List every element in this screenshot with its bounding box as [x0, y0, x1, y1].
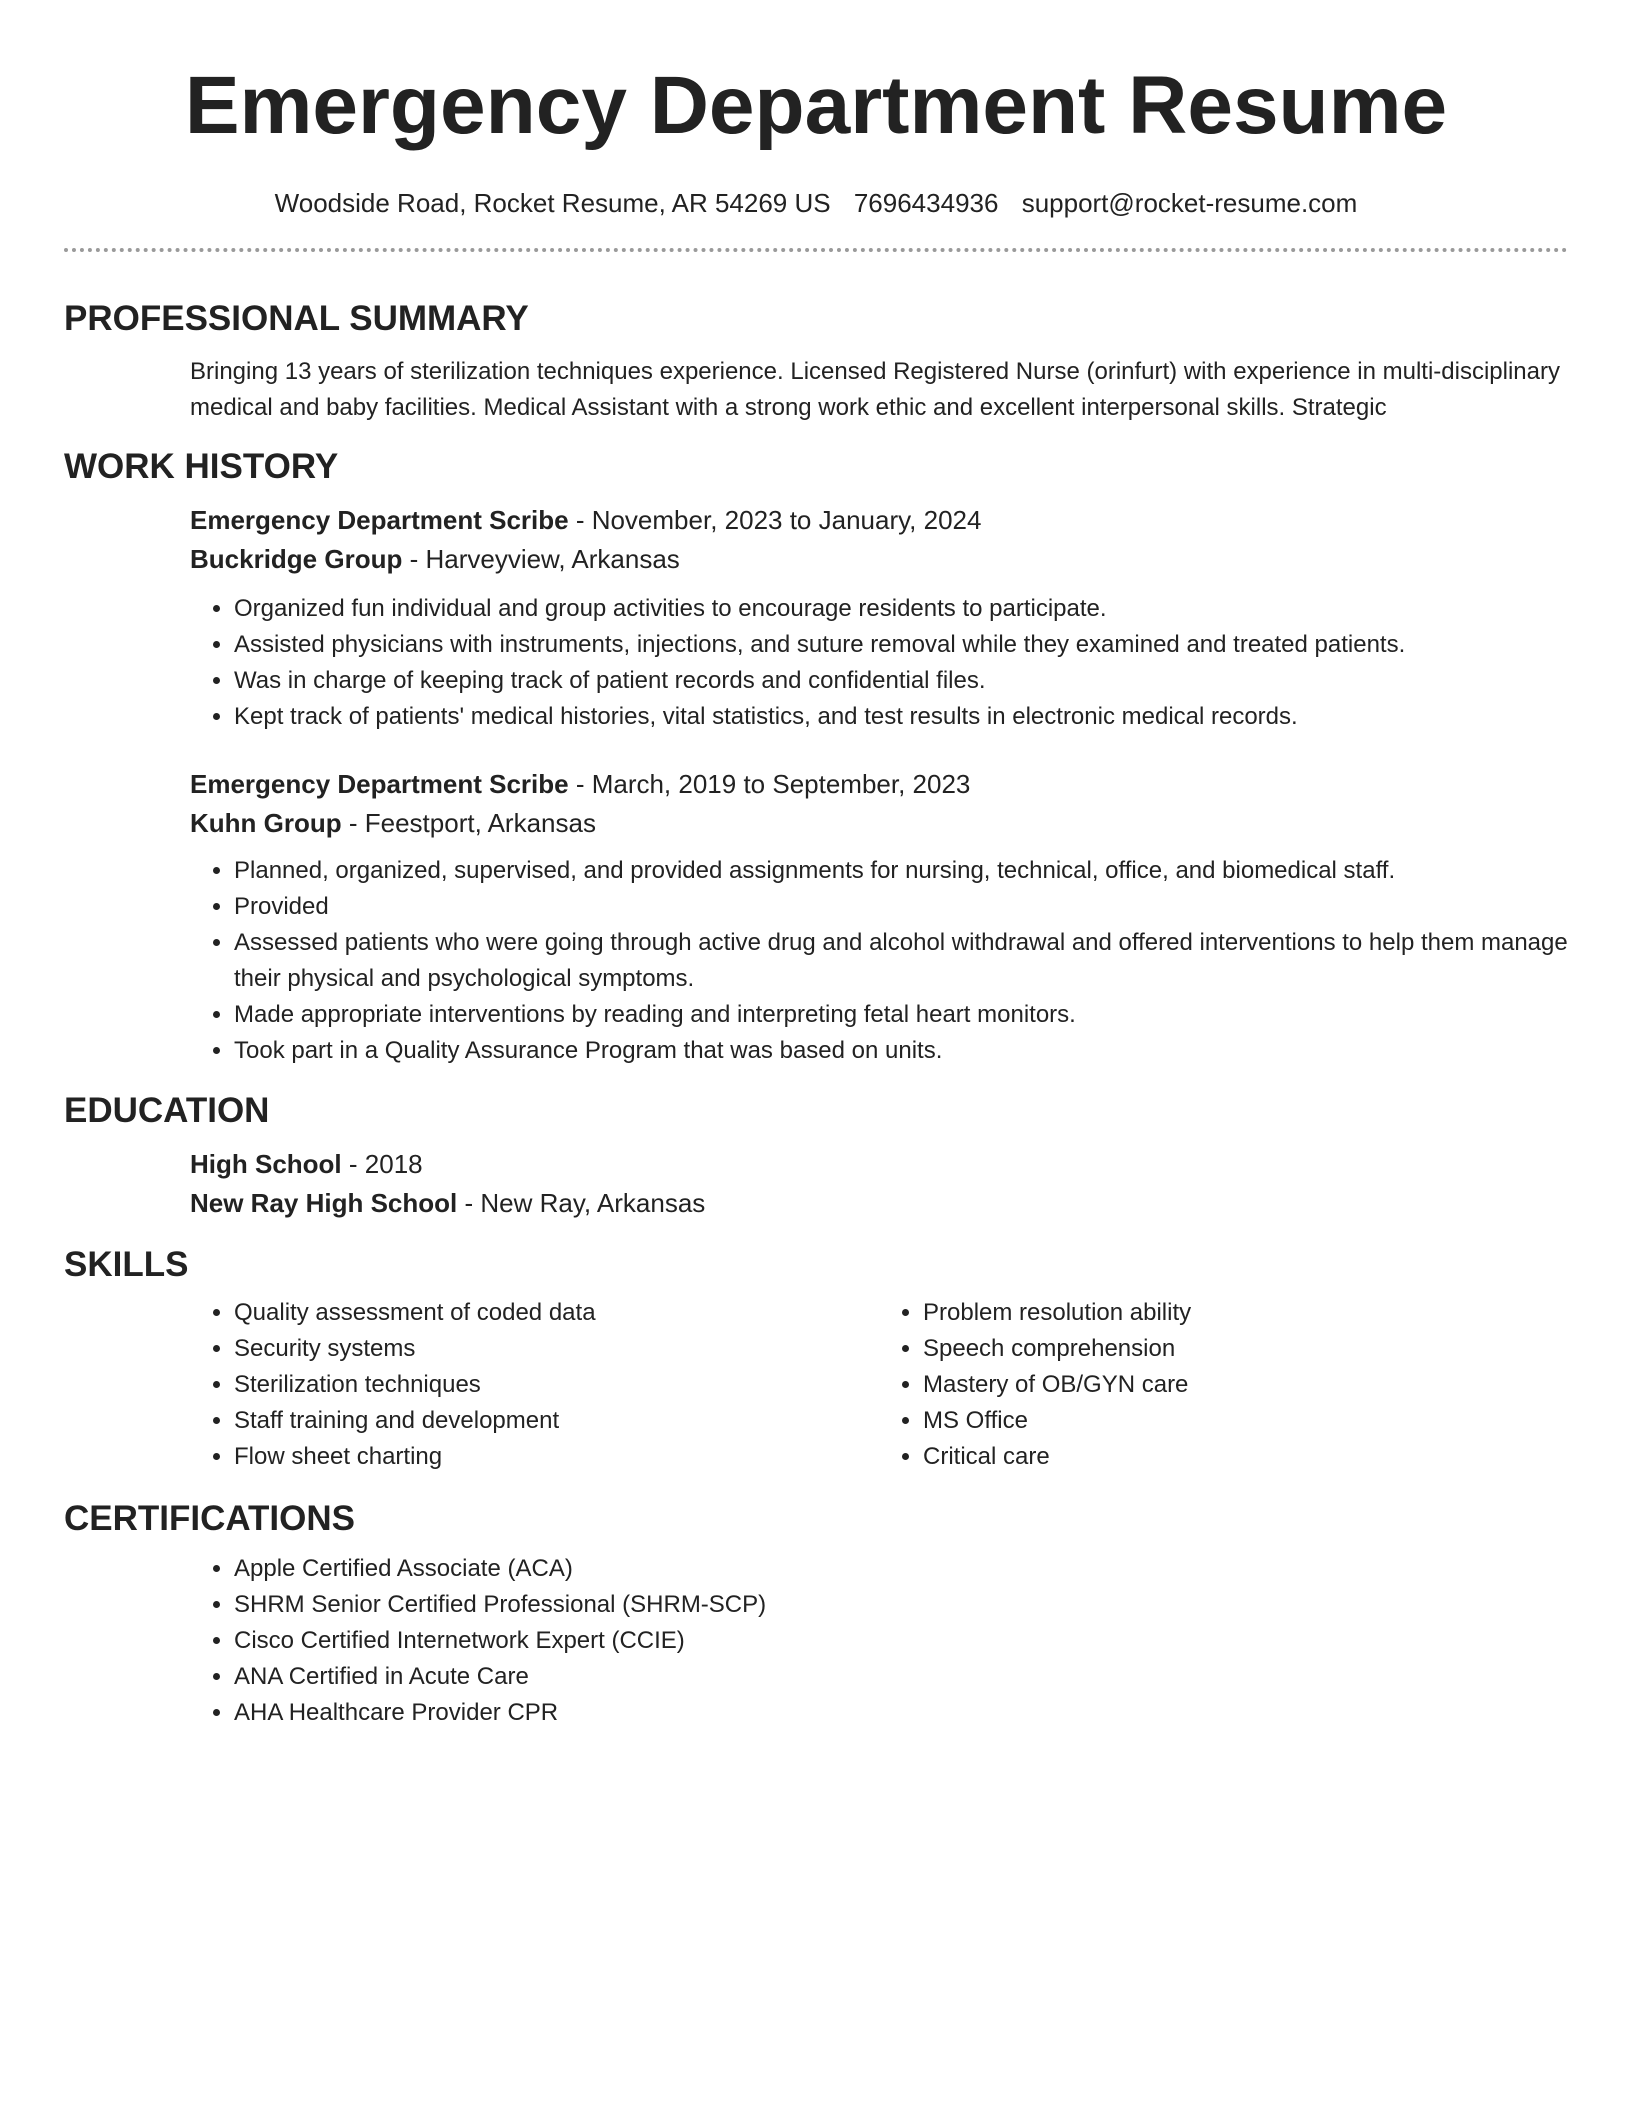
job-location: - Feestport, Arkansas — [341, 808, 596, 838]
education-location: - New Ray, Arkansas — [457, 1188, 706, 1218]
summary-text: Bringing 13 years of sterilization techniques experience. Licensed Registered Nurse (orinfurt) with experience in multi-disciplinary medical and baby facilities. Medical Assistant with a strong work ethic and excellent interpersonal skills. Strategic — [190, 358, 1560, 421]
certifications-section — [190, 1551, 1568, 1731]
list-item: • Assisted physicians with instruments, injections, and suture removal while they examined and treated patients. — [234, 627, 1568, 663]
job-company: Buckridge Group — [190, 544, 403, 574]
job-dates: - March, 2019 to September, 2023 — [568, 769, 971, 799]
list-item: • Security systems — [234, 1331, 879, 1367]
skills-list-left — [190, 1295, 879, 1475]
list-item: • Critical care — [923, 1439, 1568, 1475]
job-location: - Harveyview, Arkansas — [402, 544, 680, 574]
skills-list-right — [879, 1295, 1568, 1475]
skills-section — [190, 1295, 1568, 1475]
education-school: New Ray High School — [190, 1188, 458, 1218]
list-item: • Provided — [234, 889, 1568, 925]
list-item: • Assessed patients who were going through active drug and alcohol withdrawal and offered interventions to help them manage their physical and psychological symptoms. — [234, 925, 1568, 997]
job-entry — [190, 501, 1568, 735]
contact-address: Woodside Road, Rocket Resume, AR 54269 US — [274, 188, 831, 218]
certifications-heading: CERTIFICATIONS — [64, 1499, 356, 1538]
list-item: • Mastery of OB/GYN care — [923, 1367, 1568, 1403]
list-item: • ANA Certified in Acute Care — [234, 1659, 1568, 1695]
education-degree: High School — [190, 1149, 342, 1179]
contact-phone: 7696434936 — [853, 188, 999, 218]
education-heading: EDUCATION — [64, 1091, 270, 1130]
resume-title: Emergency Department Resume — [184, 60, 1448, 151]
skills-heading: SKILLS — [64, 1245, 189, 1284]
job-bullets — [190, 591, 1568, 735]
list-item: • Problem resolution ability — [923, 1295, 1568, 1331]
contact-email: support@rocket-resume.com — [1021, 188, 1358, 218]
list-item: • Kept track of patients' medical histories, vital statistics, and test results in electronic medical records. — [234, 699, 1568, 735]
job-title: Emergency Department Scribe — [190, 769, 569, 799]
list-item: • Planned, organized, supervised, and provided assignments for nursing, technical, office, and biomedical staff. — [234, 853, 1568, 889]
work-history-section — [190, 501, 1568, 1069]
list-item: • Made appropriate interventions by reading and interpreting fetal heart monitors. — [234, 997, 1568, 1033]
job-company-line — [190, 804, 1568, 843]
resume-page — [64, 0, 1568, 1731]
job-title-line — [190, 501, 1568, 540]
contact-line — [64, 186, 1568, 220]
education-school-line — [190, 1184, 1568, 1223]
education-degree-line — [190, 1145, 1568, 1184]
summary-heading: PROFESSIONAL SUMMARY — [64, 299, 529, 338]
list-item: • Organized fun individual and group activities to encourage residents to participate. — [234, 591, 1568, 627]
education-year: - 2018 — [341, 1149, 423, 1179]
list-item: • AHA Healthcare Provider CPR — [234, 1695, 1568, 1731]
job-dates: - November, 2023 to January, 2024 — [568, 505, 982, 535]
job-bullets — [190, 853, 1568, 1069]
job-title: Emergency Department Scribe — [190, 505, 569, 535]
certifications-list — [190, 1551, 1568, 1731]
list-item: • Apple Certified Associate (ACA) — [234, 1551, 1568, 1587]
list-item: • Took part in a Quality Assurance Program that was based on units. — [234, 1033, 1568, 1069]
header-divider — [64, 248, 1568, 252]
list-item: • SHRM Senior Certified Professional (SHRM-SCP) — [234, 1587, 1568, 1623]
list-item: • Sterilization techniques — [234, 1367, 879, 1403]
list-item: • MS Office — [923, 1403, 1568, 1439]
list-item: • Quality assessment of coded data — [234, 1295, 879, 1331]
list-item: • Was in charge of keeping track of patient records and confidential files. — [234, 663, 1568, 699]
job-title-line — [190, 765, 1568, 804]
list-item: • Cisco Certified Internetwork Expert (CCIE) — [234, 1623, 1568, 1659]
job-company: Kuhn Group — [190, 808, 342, 838]
work-history-heading: WORK HISTORY — [64, 447, 339, 486]
education-section — [190, 1145, 1568, 1223]
list-item: • Staff training and development — [234, 1403, 879, 1439]
list-item: • Flow sheet charting — [234, 1439, 879, 1475]
job-entry — [190, 765, 1568, 1069]
job-company-line — [190, 540, 1568, 579]
list-item: • Speech comprehension — [923, 1331, 1568, 1367]
summary-section — [190, 354, 1568, 426]
